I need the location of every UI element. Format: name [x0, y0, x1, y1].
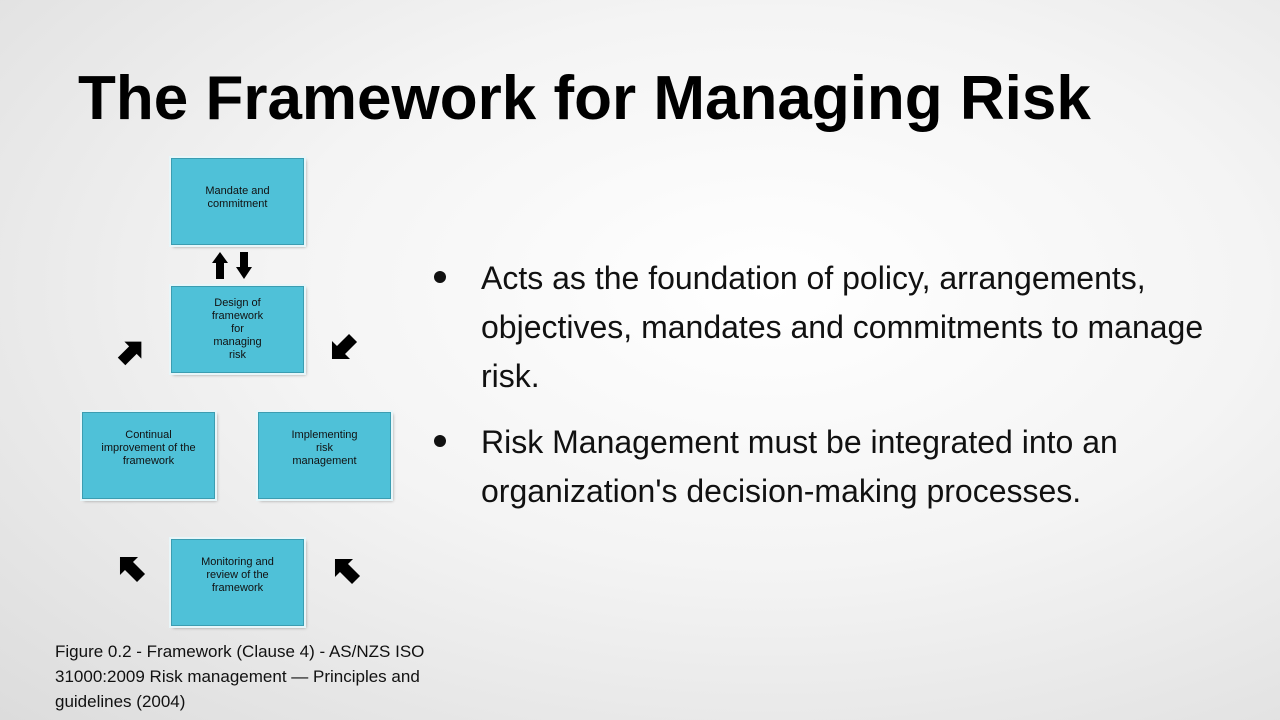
- bullet-item: [430, 418, 1220, 516]
- bullet-dot-icon: [434, 271, 446, 283]
- mandate-commitment-box: [171, 158, 304, 245]
- monitoring-review-label: Monitoring and review of the framework: [201, 556, 274, 594]
- design-framework-label: Design of framework for managing risk: [211, 297, 264, 361]
- two-way-arrow-icon: [209, 251, 257, 281]
- arrow-down-left-icon: [328, 553, 364, 587]
- implementing-risk-management-box: [258, 412, 391, 499]
- design-framework-box: [171, 286, 304, 373]
- arrow-up-icon: [212, 252, 228, 279]
- arrow-up-left-icon: [114, 551, 148, 585]
- implementing-risk-management-label: Implementing risk management: [291, 429, 358, 467]
- arrow-up-right-icon: [113, 336, 149, 368]
- bullet-list: [430, 254, 1220, 533]
- bullet-item: [430, 254, 1220, 401]
- arrow-down-icon: [236, 252, 252, 279]
- continual-improvement-box: [82, 412, 215, 499]
- figure-caption: Figure 0.2 - Framework (Clause 4) - AS/NZS ISO 31000:2009 Risk management — Principles and guidelines (2004): [55, 642, 425, 711]
- bullet-dot-icon: [434, 435, 446, 447]
- bullet-text: Risk Management must be integrated into an organization's decision-making processes.: [481, 424, 1118, 509]
- slide-title: The Framework for Managing Risk: [78, 64, 1091, 133]
- monitoring-review-box: [171, 539, 304, 626]
- arrow-down-right-icon: [326, 331, 360, 365]
- continual-improvement-label: Continual improvement of the framework: [101, 429, 196, 467]
- bullet-text: Acts as the foundation of policy, arrangements, objectives, mandates and commitments to manage risk.: [481, 260, 1204, 394]
- mandate-commitment-label: Mandate and commitment: [205, 185, 270, 210]
